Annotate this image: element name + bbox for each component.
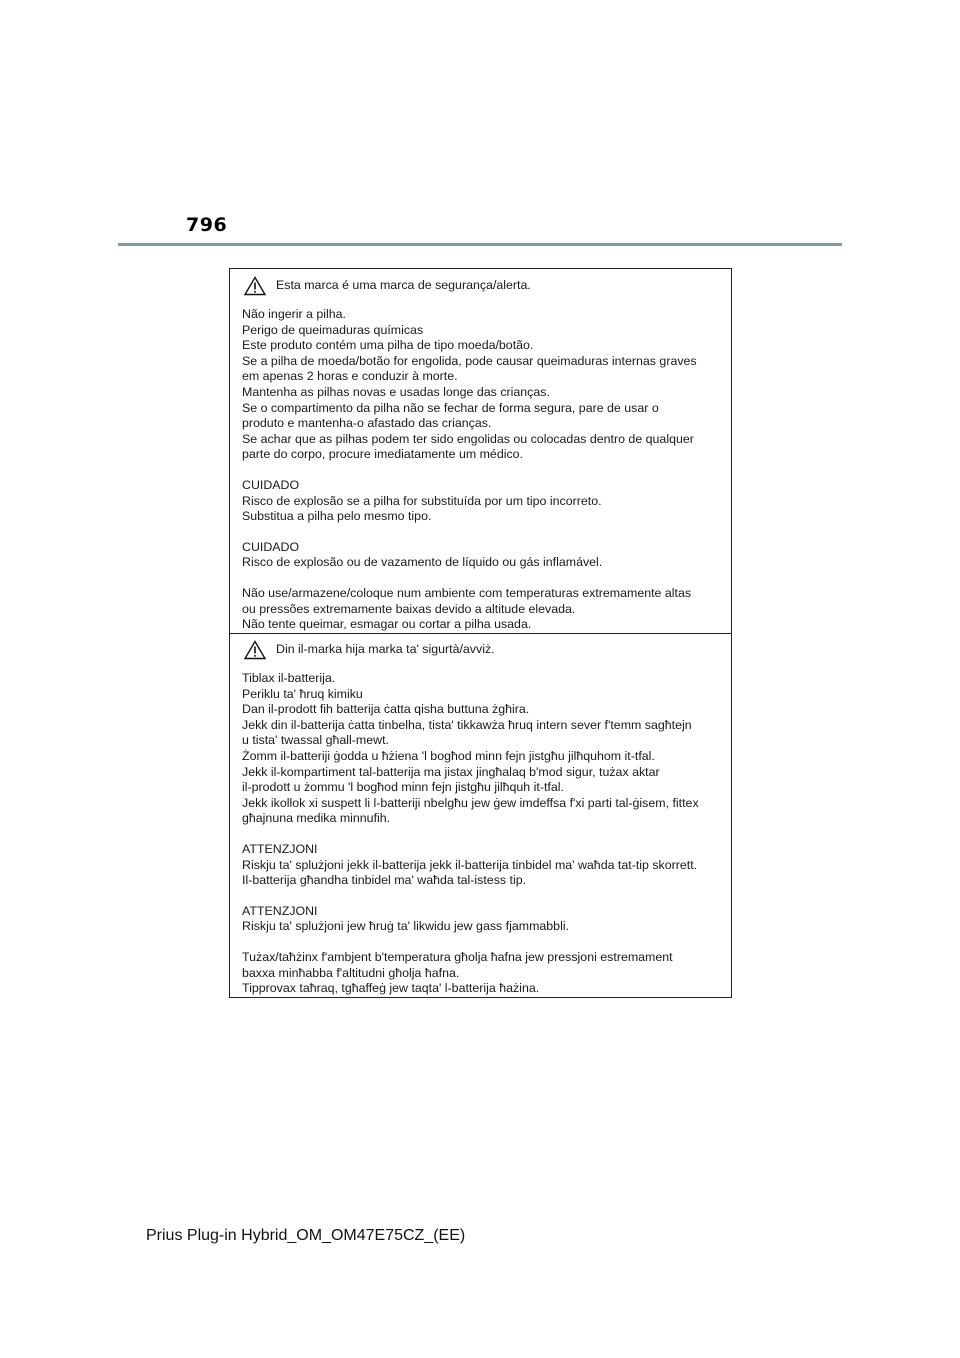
notice-line: u tista' twassal għall-mewt. [242, 733, 389, 748]
warning-heading-row [242, 639, 719, 661]
notice-line: Mantenha as pilhas novas e usadas longe das crianças. [242, 384, 550, 399]
notice-line: Perigo de queimaduras químicas [242, 322, 424, 337]
notice-line: Dan il-prodott fih batterija ċatta qisha buttuna żgħira. [242, 702, 530, 717]
notice-line: Não ingerir a pilha. [242, 307, 347, 321]
notice-line: Tipprovax taħraq, tgħaffeġ jew taqta' l-batterija ħażina. [242, 981, 540, 996]
notice-line: em apenas 2 horas e conduzir à morte. [242, 369, 458, 384]
notice-line: parte do corpo, procure imediatamente um médico. [242, 447, 523, 462]
notice-line: Se o compartimento da pilha não se fechar de forma segura, pare de usar o [242, 400, 659, 415]
notice-line: Riskju ta' splużjoni jekk il-batterija jekk il-batterija tinbidel ma' waħda tat-tip skorrett. [242, 857, 698, 872]
notice-line: Jekk il-kompartiment tal-batterija ma jistax jingħalaq b'mod sigur, tużax aktar [242, 764, 660, 779]
notice-line: CUIDADO [242, 477, 300, 492]
notice-line: Il-batterija għandha tinbidel ma' waħda tal-istess tip. [242, 873, 527, 888]
notice-line: ou pressões extremamente baixas devido a altitude elevada. [242, 601, 576, 616]
notice-line: għajnuna medika minnufih. [242, 811, 391, 826]
notice-line: ATTENZJONI [242, 903, 318, 918]
notice-line: CUIDADO [242, 539, 300, 554]
notice-line: baxxa minħabba f'altitudni għolja ħafna. [242, 965, 460, 980]
footer-model-code: Prius Plug-in Hybrid_OM_OM47E75CZ_(EE) [146, 1227, 466, 1244]
notice-paragraph [242, 478, 719, 525]
notice-line: Żomm il-batteriji ġodda u ħżiena 'l bogħod minn fejn jistgħu jilħquhom it-tfal. [242, 748, 655, 763]
notice-paragraph [242, 307, 719, 463]
notice-line: ATTENZJONI [242, 841, 318, 856]
notice-line: Tużax/taħżinx f'ambjent b'temperatura għolja ħafna jew pressjoni estremament [242, 949, 673, 964]
notice-line: Não tente queimar, esmagar ou cortar a pilha usada. [242, 617, 532, 632]
warning-triangle-icon [244, 276, 266, 296]
notice-paragraph [242, 904, 719, 935]
notice-line: il-prodott u żommu 'l bogħod minn fejn jistgħu jilħquh it-tfal. [242, 780, 564, 795]
notice-paragraph [242, 540, 719, 571]
warning-heading: Din il-marka hija marka ta' sigurtà/avviż. [276, 642, 495, 657]
warning-triangle-icon [244, 640, 266, 660]
notice-line: Não use/armazene/coloque num ambiente com temperaturas extremamente altas [242, 585, 692, 600]
notice-paragraph [242, 842, 719, 889]
warning-heading: Esta marca é uma marca de segurança/alerta. [276, 278, 531, 293]
section-divider [230, 633, 731, 634]
page-number: 796 [186, 214, 228, 236]
notice-paragraphs [242, 307, 719, 633]
header-rule [118, 243, 842, 246]
notice-line: Jekk din il-batterija ċatta tinbelha, tista' tikkawża ħruq intern sever f'temm sagħtejn [242, 717, 692, 732]
notice-line: Se a pilha de moeda/botão for engolida, pode causar queimaduras internas graves [242, 353, 697, 368]
notice-section-maltese [230, 639, 731, 1012]
notice-paragraphs [242, 671, 719, 997]
notice-line: Substitua a pilha pelo mesmo tipo. [242, 509, 432, 524]
notice-line: Tiblax il-batterija. [242, 671, 336, 685]
notice-paragraph [242, 671, 719, 827]
notice-line: Jekk ikollok xi suspett li l-batteriji nbelgħu jew ġew imdeffsa f'xi parti tal-ġisem, fittex [242, 795, 699, 810]
notice-line: produto e mantenha-o afastado das crianças. [242, 416, 492, 431]
notice-line: Este produto contém uma pilha de tipo moeda/botão. [242, 338, 534, 353]
warning-heading-row [242, 275, 719, 297]
notice-paragraph [242, 950, 719, 997]
notice-line: Risco de explosão ou de vazamento de líquido ou gás inflamável. [242, 555, 603, 570]
notice-line: Periklu ta' ħruq kimiku [242, 686, 363, 701]
notice-line: Risco de explosão se a pilha for substituída por um tipo incorreto. [242, 493, 602, 508]
notice-line: Se achar que as pilhas podem ter sido engolidas ou colocadas dentro de qualquer [242, 431, 694, 446]
battery-warning-notice [229, 268, 732, 998]
notice-line: Riskju ta' splużjoni jew ħruġ ta' likwidu jew gass fjammabbli. [242, 919, 570, 934]
notice-section-portuguese [230, 275, 731, 648]
notice-paragraph [242, 586, 719, 633]
